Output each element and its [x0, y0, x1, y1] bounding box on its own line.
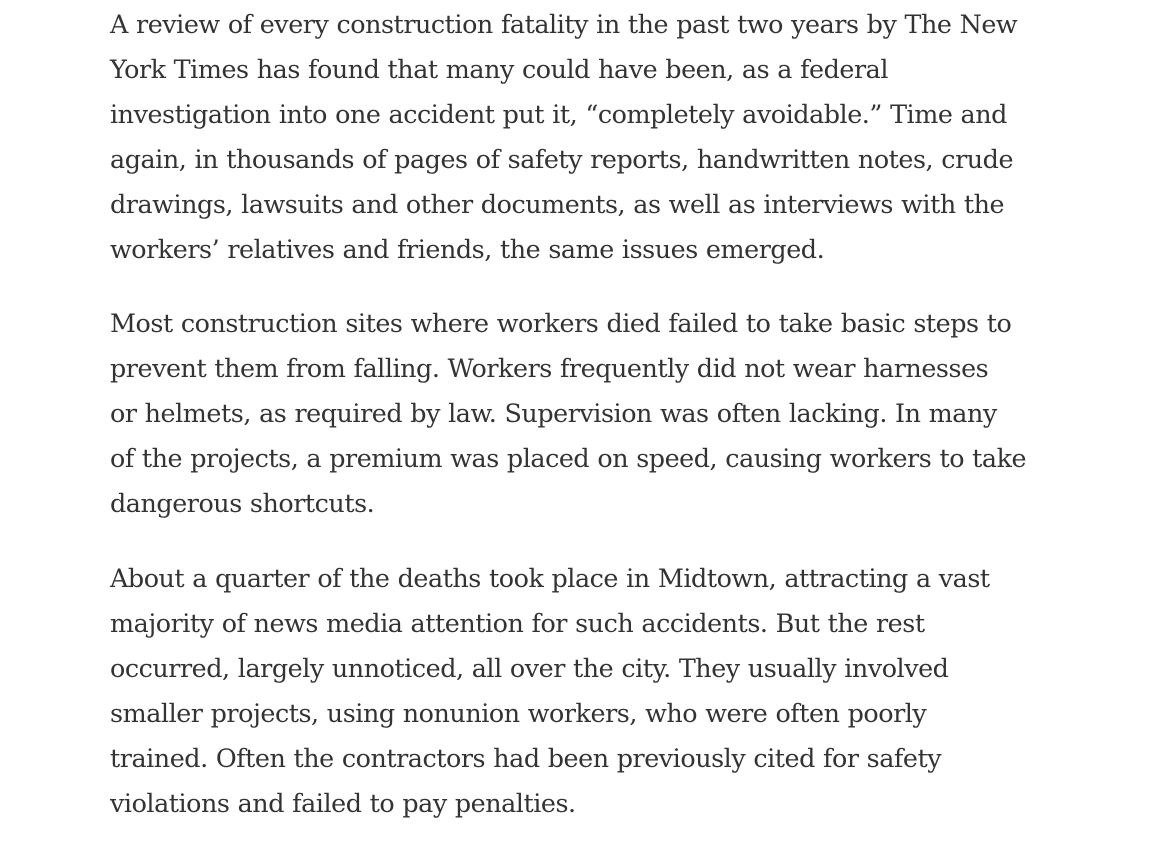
paragraph-line: prevent them from falling. Workers frequently did not wear harnesses [110, 353, 989, 383]
paragraph-line: A review of every construction fatality in the past two years by The New [110, 9, 1018, 39]
paragraph-line: Most construction sites where workers died failed to take basic steps to [110, 308, 1012, 338]
paragraph-2 [110, 301, 1026, 526]
paragraph-line: again, in thousands of pages of safety reports, handwritten notes, crude [110, 144, 1014, 174]
paragraph-line: About a quarter of the deaths took place in Midtown, attracting a vast [110, 563, 990, 593]
paragraph-line: majority of news media attention for such accidents. But the rest [110, 608, 925, 638]
paragraph-line: or helmets, as required by law. Supervision was often lacking. In many [110, 398, 997, 428]
paragraph-line: workers’ relatives and friends, the same issues emerged. [110, 234, 825, 264]
paragraph-3 [110, 556, 990, 826]
paragraph-line: occurred, largely unnoticed, all over the city. They usually involved [110, 653, 949, 683]
paragraph-line: investigation into one accident put it, “completely avoidable.” Time and [110, 99, 1007, 129]
paragraph-line: smaller projects, using nonunion workers, who were often poorly [110, 698, 927, 728]
paragraph-line: drawings, lawsuits and other documents, as well as interviews with the [110, 189, 1005, 219]
paragraph-line: York Times has found that many could have been, as a federal [110, 54, 889, 84]
paragraph-line: violations and failed to pay penalties. [110, 788, 576, 818]
paragraph-1 [110, 2, 1017, 272]
paragraph-line: of the projects, a premium was placed on speed, causing workers to take [110, 443, 1027, 473]
paragraph-line: dangerous shortcuts. [110, 488, 375, 518]
paragraph-line: trained. Often the contractors had been previously cited for safety [110, 743, 942, 773]
